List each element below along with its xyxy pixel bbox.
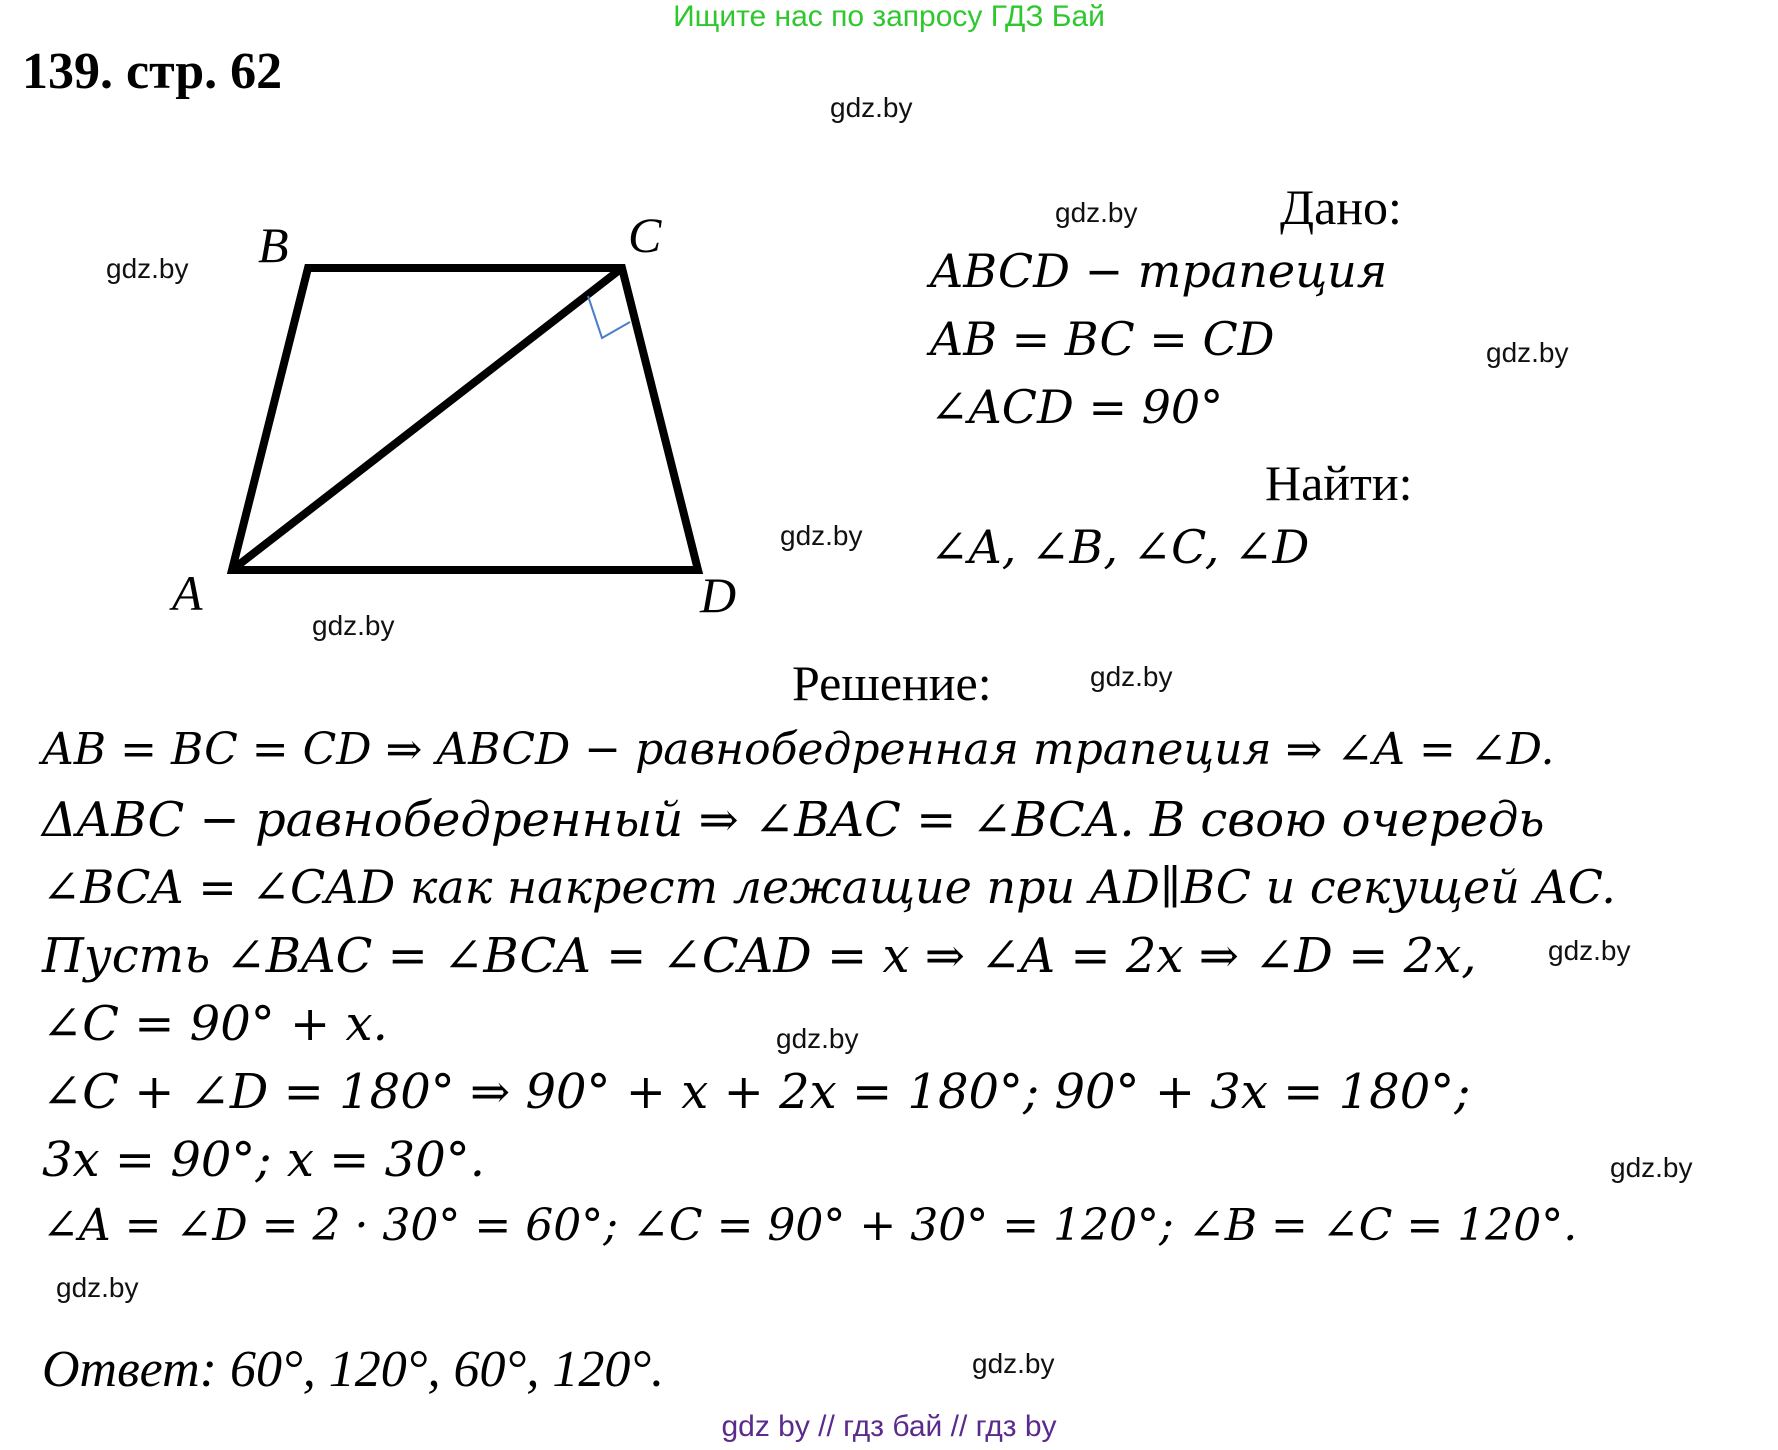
- watermark: gdz.by: [56, 1272, 139, 1303]
- answer: Ответ: 60°, 120°, 60°, 120°.: [42, 1341, 665, 1398]
- trapezoid-figure: [150, 200, 780, 630]
- solution-line: ∠C + ∠D = 180° ⇒ 90° + x + 2x = 180°; 90° + 3x = 180°;: [42, 1064, 1471, 1120]
- watermark: gdz.by: [972, 1348, 1055, 1379]
- solution-line: 3x = 90°; x = 30°.: [42, 1132, 485, 1188]
- vertex-label-b: B: [258, 217, 289, 273]
- watermark: gdz.by: [106, 253, 189, 284]
- solution-line: ∠C = 90° + x.: [42, 996, 388, 1052]
- watermark: gdz.by: [1548, 935, 1631, 966]
- solution-line: ΔABC − равнобедренный ⇒ ∠BAC = ∠BCA. В свою очередь: [42, 792, 1545, 848]
- watermark: gdz.by: [830, 92, 913, 123]
- solution-line: Пусть ∠BAC = ∠BCA = ∠CAD = x ⇒ ∠A = 2x ⇒ ∠D = 2x,: [42, 928, 1477, 984]
- given-line: ∠ACD = 90°: [930, 380, 1224, 434]
- vertex-label-d: D: [700, 567, 737, 623]
- task-title: 139. стр. 62: [22, 43, 283, 100]
- top-banner: Ищите нас по запросу ГДЗ Бай: [673, 0, 1105, 33]
- watermark: gdz.by: [1055, 197, 1138, 228]
- given-heading: Дано:: [1280, 179, 1402, 235]
- watermark: gdz.by: [1610, 1152, 1693, 1183]
- solution-line: AB = BC = CD ⇒ ABCD − равнобедренная трапеция ⇒ ∠A = ∠D.: [42, 724, 1555, 775]
- watermark: gdz.by: [1090, 661, 1173, 692]
- vertex-label-c: C: [628, 207, 662, 263]
- diagonal-ac: [232, 268, 622, 570]
- footer: gdz by // гдз бай // гдз by: [721, 1410, 1057, 1443]
- trapezoid-shape: [232, 268, 698, 570]
- watermark: gdz.by: [312, 610, 395, 641]
- solution-heading: Решение:: [792, 655, 992, 711]
- solution-line: ∠A = ∠D = 2 · 30° = 60°; ∠C = 90° + 30° = 120°; ∠B = ∠C = 120°.: [42, 1200, 1578, 1251]
- watermark: gdz.by: [776, 1023, 859, 1054]
- solution-line: ∠BCA = ∠CAD как накрест лежащие при AD∥BC и секущей AC.: [42, 860, 1616, 914]
- watermark: gdz.by: [780, 520, 863, 551]
- find-heading: Найти:: [1265, 455, 1413, 511]
- vertex-label-a: A: [172, 565, 203, 621]
- right-angle-marker: [588, 296, 630, 338]
- given-line: AB = BC = CD: [930, 312, 1275, 366]
- find-line: ∠A, ∠B, ∠C, ∠D: [930, 520, 1310, 574]
- watermark: gdz.by: [1486, 337, 1569, 368]
- given-line: ABCD − трапеция: [930, 244, 1388, 298]
